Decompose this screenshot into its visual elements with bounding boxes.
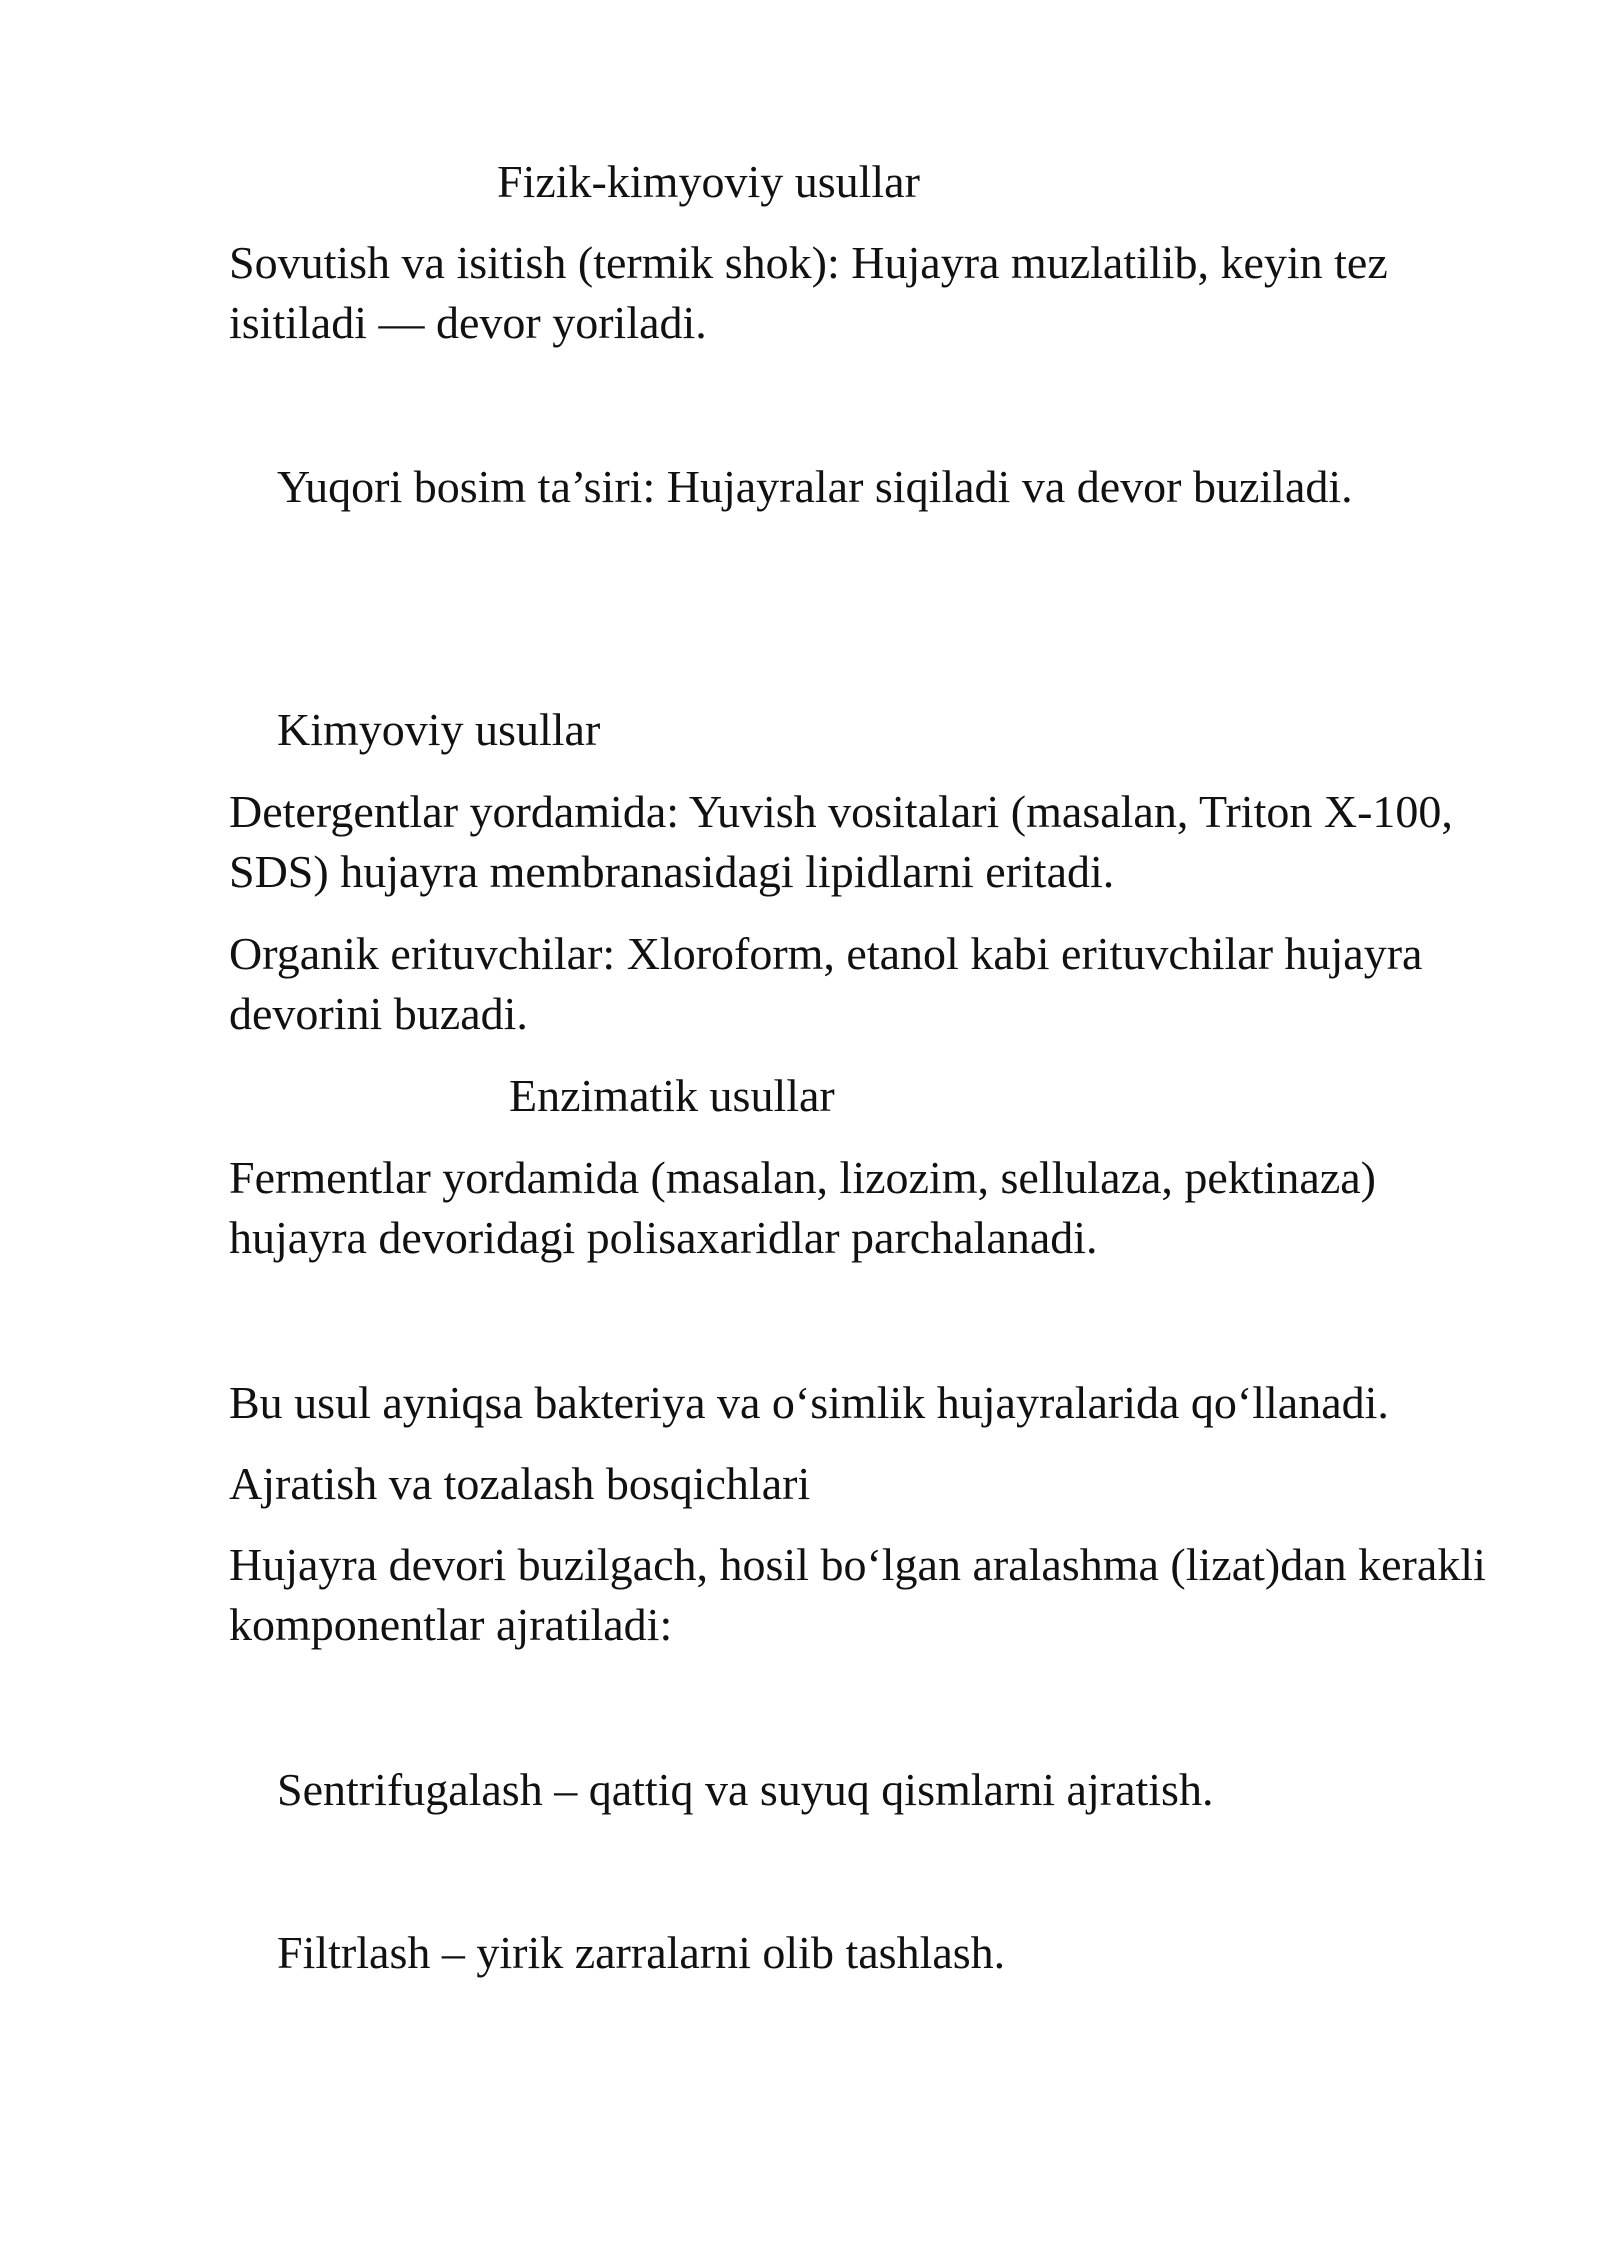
section-heading-physical-chemical: Fizik-kimyoviy usullar xyxy=(497,156,920,207)
paragraph-thermal-shock: Sovutish va isitish (termik shok): Hujayra muzlatilib, keyin tez isitiladi — devor yoriladi. xyxy=(229,237,1400,348)
section-heading-chemical: Kimyoviy usullar xyxy=(277,704,601,755)
paragraph-high-pressure: Yuqori bosim ta’siri: Hujayralar siqiladi va devor buziladi. xyxy=(277,461,1353,512)
paragraph-bacteria-plants: Bu usul ayniqsa bakteriya va o‘simlik hujayralarida qo‘llanadi. xyxy=(229,1377,1389,1428)
paragraph-organic-solvents: Organik erituvchilar: Xloroform, etanol kabi erituvchilar hujayra devorini buzadi. xyxy=(229,928,1434,1039)
paragraph-enzymes: Fermentlar yordamida (masalan, lizozim, sellulaza, pektinaza) hujayra devoridagi polisaxaridlar parchalanadi. xyxy=(229,1152,1388,1263)
paragraph-detergents: Detergentlar yordamida: Yuvish vositalari (masalan, Triton X-100, SDS) hujayra membranasidagi lipidlarni eritadi. xyxy=(229,786,1465,897)
paragraph-filtration: Filtrlash – yirik zarralarni olib tashlash. xyxy=(277,1927,1006,1978)
paragraph-centrifugation: Sentrifugalash – qattiq va suyuq qismlarni ajratish. xyxy=(277,1764,1214,1815)
section-heading-enzymatic: Enzimatik usullar xyxy=(509,1070,835,1121)
section-heading-separation: Ajratish va tozalash bosqichlari xyxy=(229,1458,811,1509)
paragraph-lysate: Hujayra devori buzilgach, hosil bo‘lgan aralashma (lizat)dan kerakli komponentlar ajratiladi: xyxy=(229,1539,1498,1650)
